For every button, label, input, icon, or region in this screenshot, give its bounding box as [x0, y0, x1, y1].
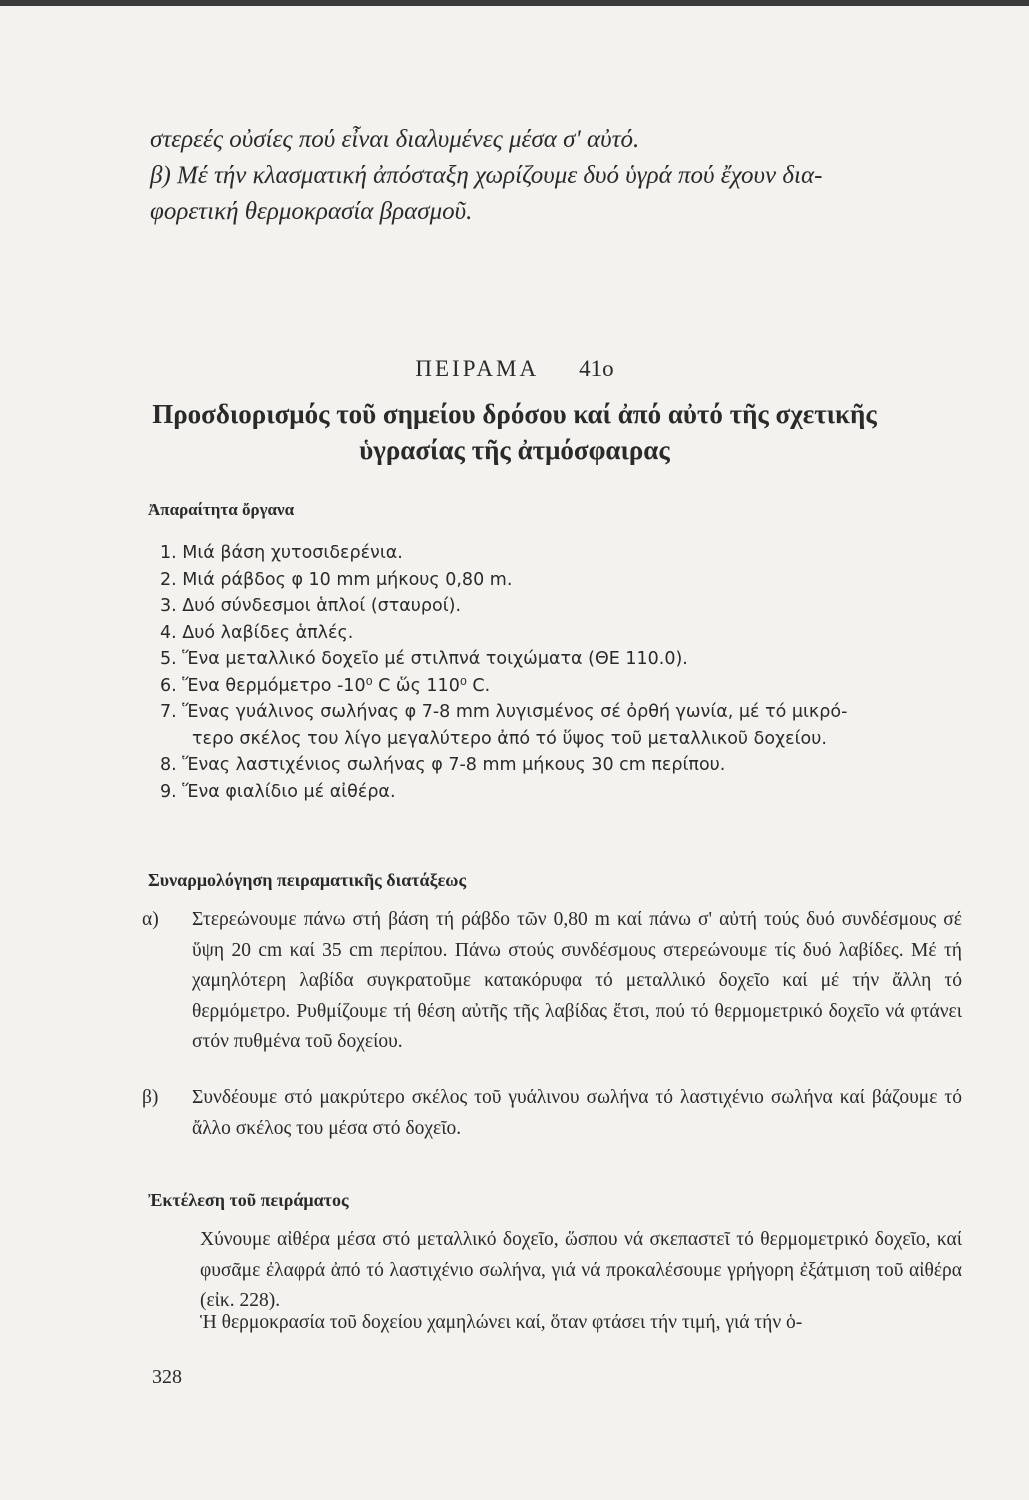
intro-text	[150, 122, 970, 230]
experiment-word: ΠΕΙΡΑΜΑ	[415, 356, 540, 381]
equipment-heading: Ἀπαραίτητα ὄργανα	[148, 500, 295, 519]
equipment-item: 4. Δυό λαβίδες ἁπλές.	[160, 622, 354, 643]
equipment-item: 2. Μιά ράβδος φ 10 mm μήκους 0,80 m.	[160, 569, 513, 590]
equipment-item-continuation: τερο σκέλος του λίγο μεγαλύτερο ἀπό τό ὕψος τοῦ μεταλλικοῦ δοχείου.	[192, 728, 827, 749]
intro-line-3: φορετική θερμοκρασία βρασμοῦ.	[150, 198, 473, 225]
equipment-item: 3. Δυό σύνδεσμοι ἁπλοί (σταυροί).	[160, 596, 462, 616]
execution-paragraph-2: Ἡ θερμοκρασία τοῦ δοχείου χαμηλώνει καί, ὅταν φτάσει τήν τιμή, γιά τήν ὁ-	[200, 1312, 803, 1333]
execution-paragraph-1: Χύνουμε αἰθέρα μέσα στό μεταλλικό δοχεῖο, ὥσπου νά σκεπαστεῖ τό θερμομετρικό δοχεῖο, καί φυσᾶμε ἐλαφρά ἀπό τό λαστιχένιο σωλήνα, γιά νά προκαλέσουμε γρήγορη ἐξάτμιση τοῦ αἰθέρα (εἰκ. 228).	[200, 1229, 962, 1311]
equipment-item: 7. Ἕνας γυάλινος σωλήνας φ 7-8 mm λυγισμένος σέ ὀρθή γωνία, μέ τό μικρό-	[160, 702, 848, 722]
equipment-item: 6. Ἕνα θερμόμετρο -10⁰ C ὥς 110⁰ C.	[160, 675, 491, 696]
assembly-heading: Συναρμολόγηση πειραματικῆς διατάξεως	[148, 870, 467, 890]
step-label: β)	[142, 1087, 159, 1108]
equipment-list	[160, 540, 980, 805]
intro-line-2: β) Μέ τήν κλασματική ἀπόσταξη χωρίζουμε δυό ὑγρά πού ἔχουν δια-	[150, 162, 823, 189]
title-line-1: Προσδιορισμός τοῦ σημείου δρόσου καί ἀπό αὐτό τῆς σχετικῆς	[152, 399, 877, 429]
assembly-step-a	[142, 905, 962, 1058]
equipment-item: 5. Ἕνα μεταλλικό δοχεῖο μέ στιλπνά τοιχώματα (ΘΕ 110.0).	[160, 649, 688, 669]
page-number: 328	[152, 1366, 182, 1388]
experiment-number: 41ο	[579, 356, 614, 381]
equipment-item: 8. Ἕνας λαστιχένιος σωλήνας φ 7-8 mm μήκους 30 cm περίπου.	[160, 755, 726, 775]
step-label: α)	[142, 909, 159, 930]
experiment-title	[0, 396, 1029, 468]
intro-line-1: στερεές οὐσίες πού εἶναι διαλυμένες μέσα σ' αὐτό.	[150, 126, 640, 153]
execution-heading: Ἐκτέλεση τοῦ πειράματος	[148, 1190, 349, 1210]
assembly-step-b	[142, 1083, 962, 1144]
step-text: Στερεώνουμε πάνω στή βάση τή ράβδο τῶν 0,80 m καί πάνω σ' αὐτή τούς δυό συνδέσμους σέ ὕψη 20 cm καί 35 cm περίπου. Πάνω στούς συνδέσμους στερεώνουμε τίς δυό λαβίδες. Μέ τή χαμηλότερη λαβίδα συγκρατοῦμε κατακόρυφα τό μεταλλικό δοχεῖο καί μέ τήν ἄλλη τό θερμόμετρο. Ρυθμίζουμε τή θέση αὐτῆς τῆς λαβίδας ἔτσι, πού τό θερμομετρικό δοχεῖο νά φτάνει στόν πυθμένα τοῦ δοχείου.	[192, 909, 962, 1052]
step-text: Συνδέουμε στό μακρύτερο σκέλος τοῦ γυάλινου σωλήνα τό λαστιχένιο σωλήνα καί βάζουμε τό ἄλλο σκέλος του μέσα στό δοχεῖο.	[192, 1087, 962, 1139]
title-line-2: ὑγρασίας τῆς ἀτμόσφαιρας	[359, 435, 670, 465]
equipment-item: 1. Μιά βάση χυτοσιδερένια.	[160, 543, 403, 563]
equipment-item: 9. Ἕνα φιαλίδιο μέ αἰθέρα.	[160, 781, 396, 802]
experiment-label	[0, 356, 1029, 382]
